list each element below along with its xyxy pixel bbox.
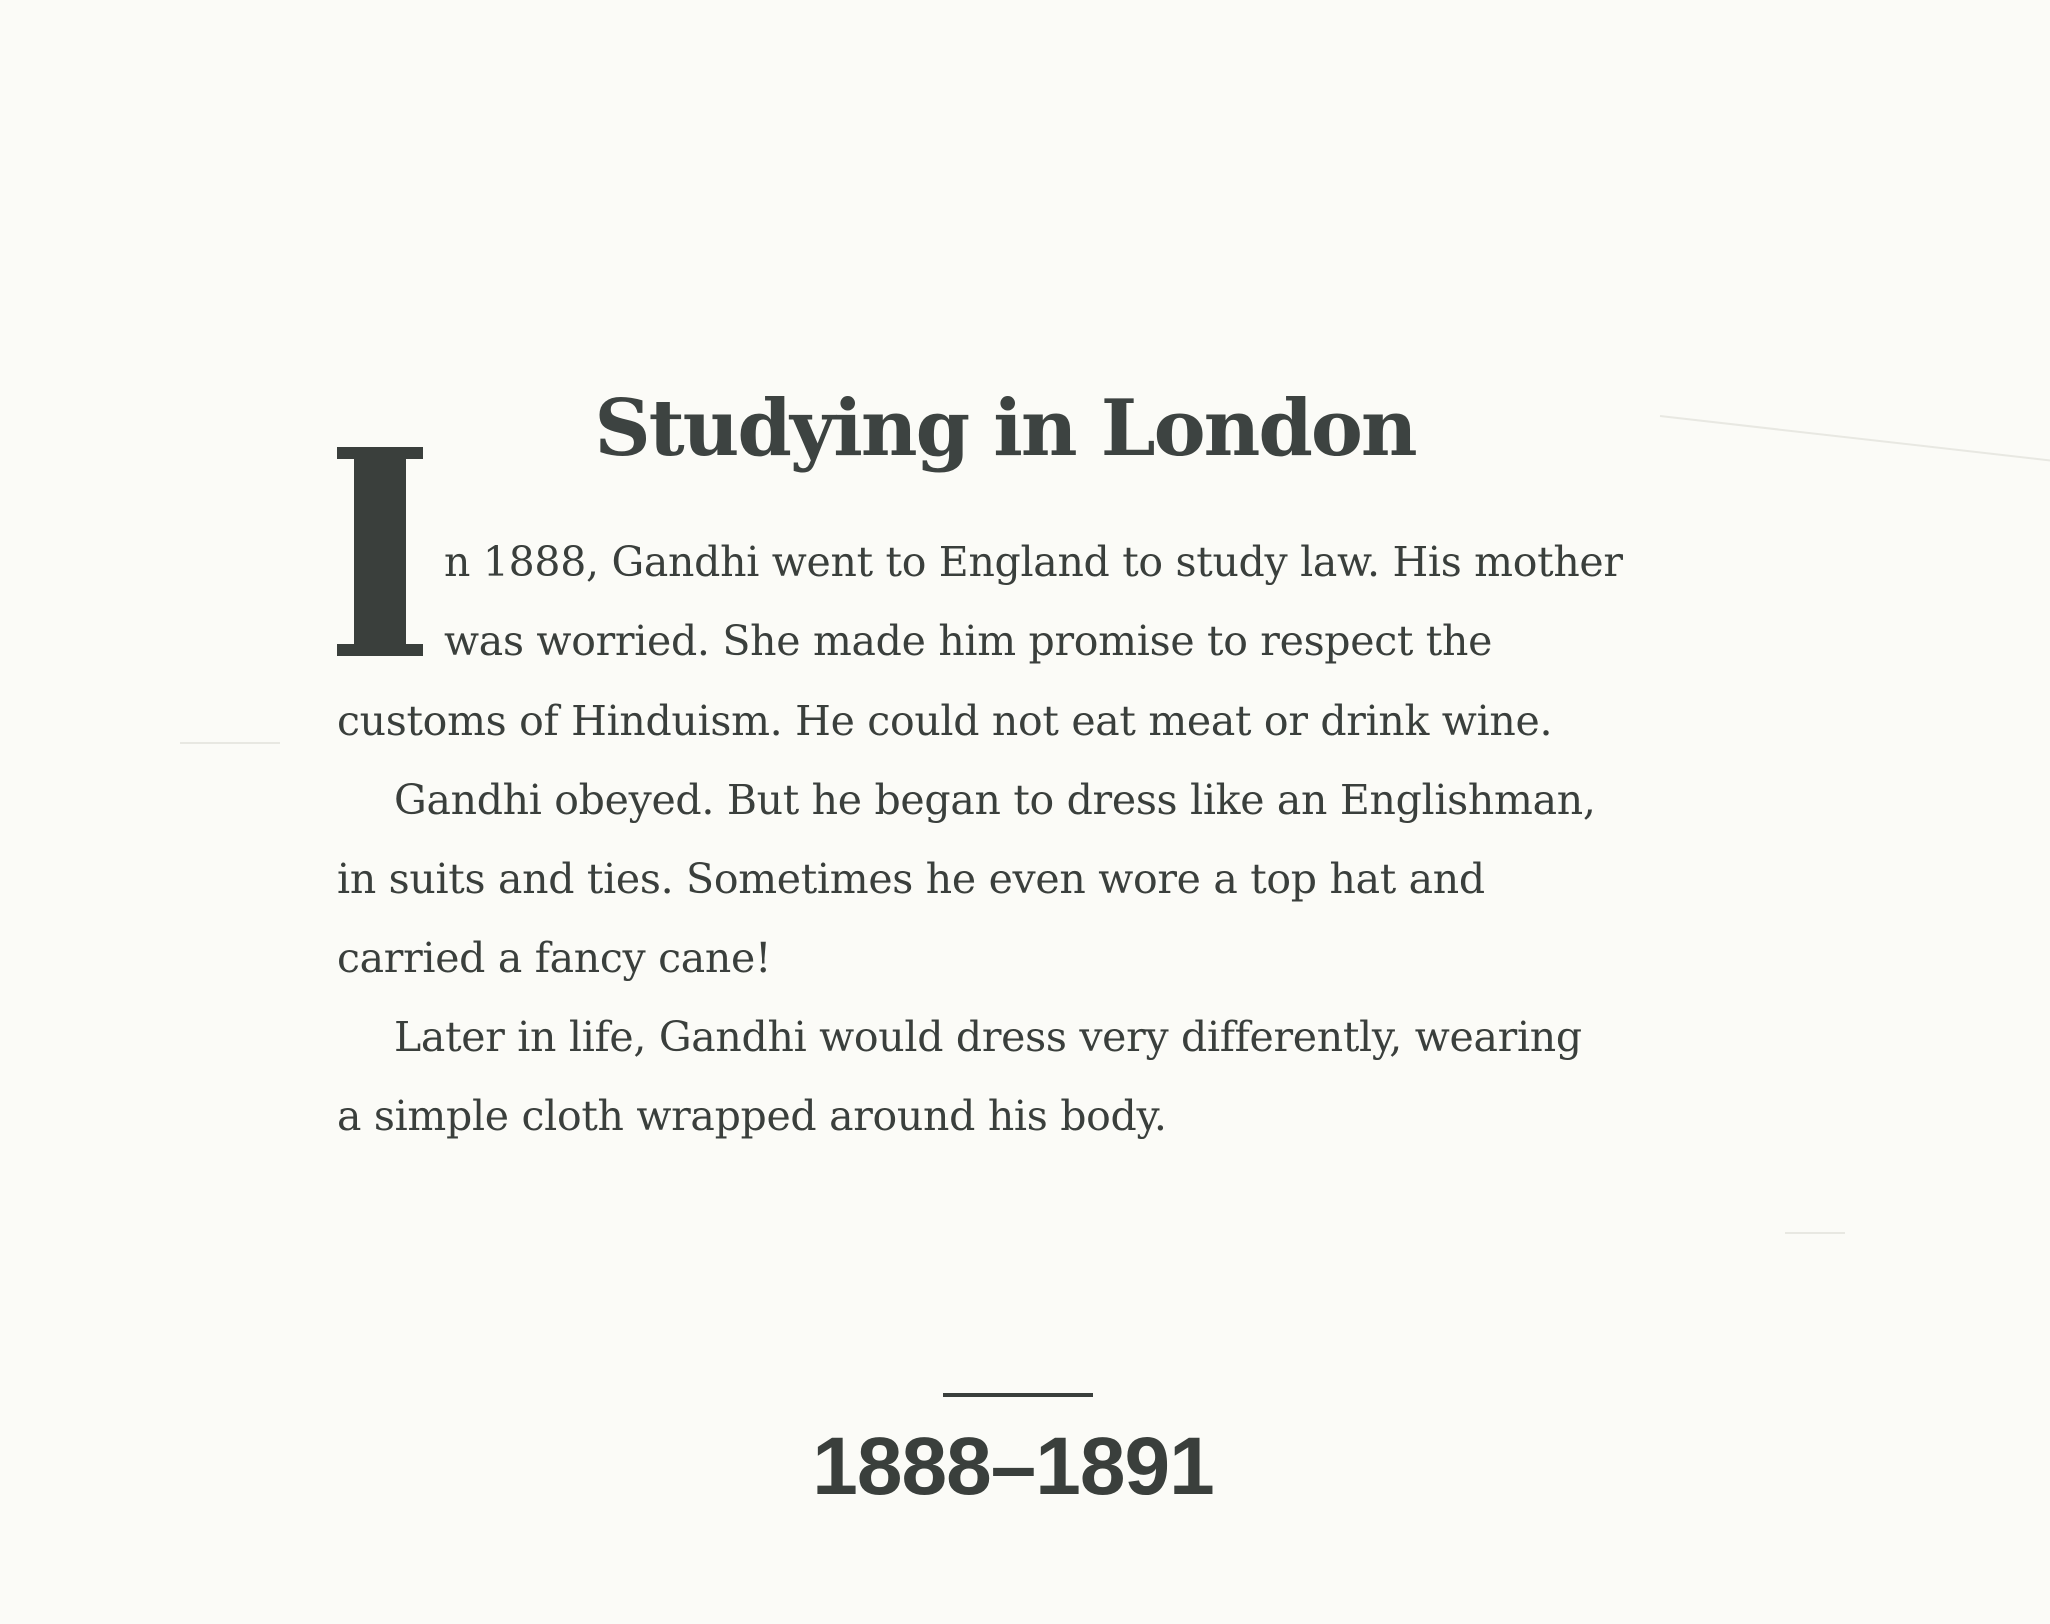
scan-crease [1785, 1232, 1845, 1234]
paragraph-1-line-1: n 1888, Gandhi went to England to study law. His mother [444, 538, 1623, 586]
page-title [0, 383, 2050, 475]
paragraph-1-line-2: was worried. She made him promise to respect the [444, 617, 1493, 665]
page-title-text: Studying in London [594, 383, 1416, 475]
scan-crease [180, 742, 280, 744]
date-range [0, 1420, 2050, 1514]
date-range-text: 1888–1891 [812, 1421, 1214, 1512]
paragraph-3-line-1: Later in life, Gandhi would dress very differently, wearing [394, 1013, 1582, 1061]
paragraph-3-line-2: a simple cloth wrapped around his body. [337, 1092, 1167, 1140]
paragraph-2-line-3: carried a fancy cane! [337, 934, 772, 982]
paragraph-2-line-2: in suits and ties. Sometimes he even wore a top hat and [337, 855, 1485, 903]
date-divider-rule [943, 1393, 1093, 1397]
paragraph-2-line-1: Gandhi obeyed. But he began to dress like an Englishman, [394, 776, 1596, 824]
drop-cap-letter [337, 447, 427, 657]
paragraph-1-line-3: customs of Hinduism. He could not eat meat or drink wine. [337, 697, 1553, 745]
